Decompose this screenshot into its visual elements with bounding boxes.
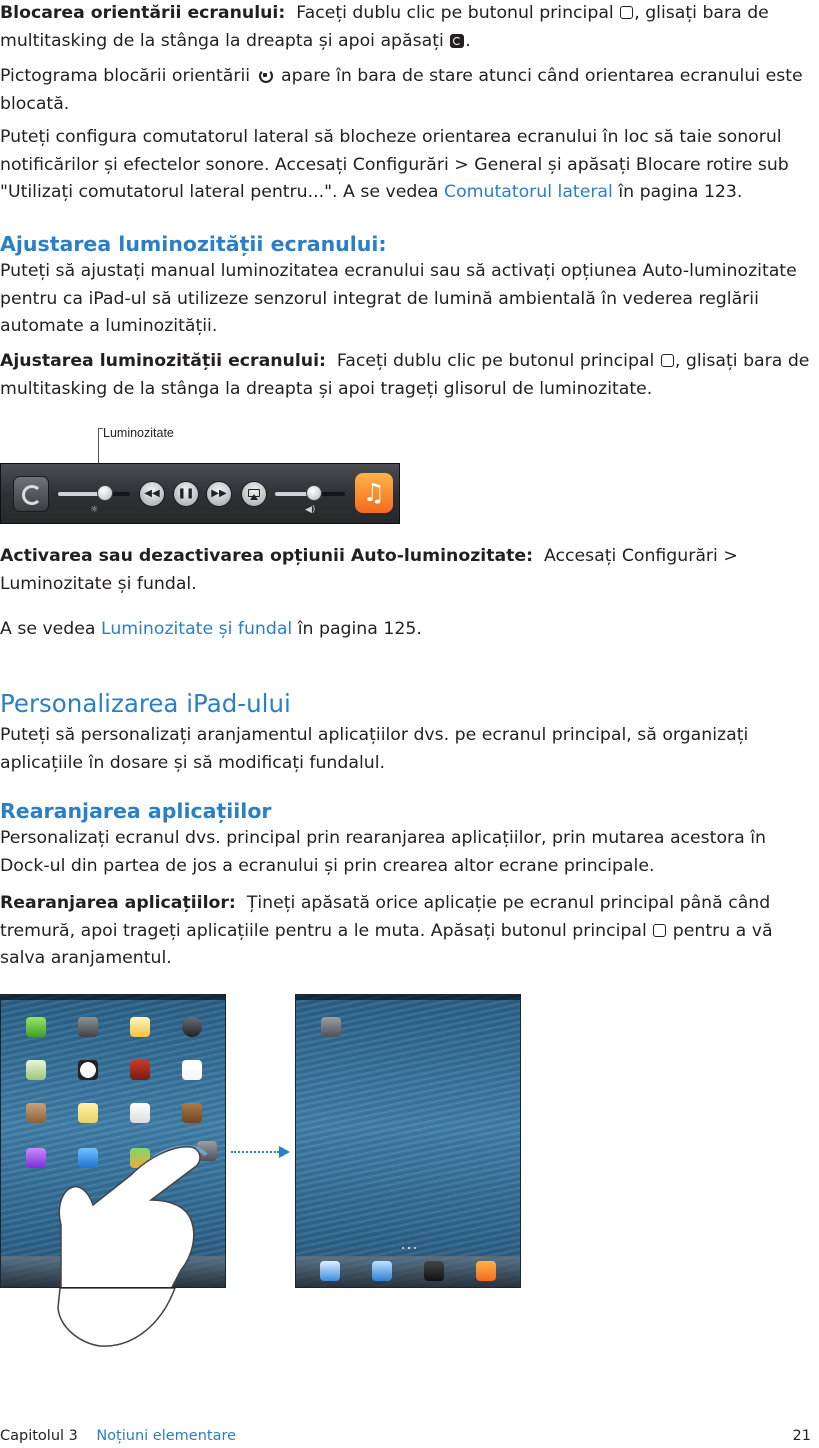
brightness-how-paragraph: Ajustarea luminozității ecranului: Faceți dublu clic pe butonul principal , glisați bara de multitasking de la stânga la dreapta și apoi trageți glisorul de luminozitate. [0,351,810,399]
move-arrow [231,1151,279,1153]
footer-chapter: Capitolul 3 Noțiuni elementare [0,1428,237,1444]
home-button-icon [653,924,666,937]
lock-rotation-button-icon [450,34,464,48]
mail-app-icon[interactable] [372,1261,392,1281]
videos-app-icon[interactable] [424,1261,444,1281]
safari-app-icon[interactable] [320,1261,340,1281]
move-arrow-head [279,1146,290,1158]
callout-line-tick [98,428,103,429]
lock-icon-paragraph: Pictograma blocării orientării apare în bara de stare atunci când orientarea ecranului este blocată. [0,66,803,114]
rotation-lock-button[interactable] [13,476,49,512]
music-app-icon[interactable] [476,1261,496,1281]
home-screen-before [0,994,226,1288]
lock-orientation-label: Blocarea orientării ecranului: [0,3,286,23]
auto-brightness-paragraph: Activarea sau dezactivarea opțiunii Auto-luminozitate: Accesați Configurări > Luminozitate și fundal. [0,546,738,594]
brightness-slider-knob[interactable] [97,485,113,501]
brightness-paragraph: Puteți să ajustați manual luminozitatea ecranului sau să activați opțiunea Auto-luminozitate pentru ca iPad-ul să utilizeze senzorul integrat de lumină ambientală în vederea reglării automate a luminozității. [0,261,797,336]
side-switch-paragraph: Puteți configura comutatorul lateral să blocheze orientarea ecranului în loc să taie sonorul notificărilor și efectelor sonore. Accesați Configurări > General și apăsați Blocare rotire sub "Utilizați comutatorul lateral pentru...". A se vedea Comutatorul lateral în pagina 123. [0,127,789,202]
settings-app-icon[interactable] [321,1017,341,1037]
speaker-icon: ◀) [305,505,316,515]
page-indicator-dot [414,1247,416,1249]
brightness-see-paragraph: A se vedea Luminozitate și fundal în pagina 125. [0,619,422,639]
home-screen-after [295,994,521,1288]
personalize-heading: Personalizarea iPad-ului [0,689,291,718]
hand-wrist-illustration [0,1288,226,1428]
page-number: 21 [792,1428,811,1444]
dock [296,1256,520,1287]
home-button-icon [620,6,633,19]
volume-slider-knob[interactable] [306,485,322,501]
multitasking-control-bar [0,463,400,524]
rearrange-paragraph: Personalizați ecranul dvs. principal prin rearanjarea aplicațiilor, prin mutarea acestora în Dock-ul din partea de jos a ecranului și prin crearea altor ecrane principale. [0,828,766,876]
footer-section-link[interactable]: Noțiuni elementare [96,1428,237,1444]
sun-icon: ☼ [90,505,99,515]
brightness-callout: Luminozitate [103,426,174,440]
music-app-icon[interactable]: ♫ [355,473,393,513]
side-switch-link[interactable]: Comutatorul lateral [444,182,613,202]
rearrange-how-paragraph: Rearanjarea aplicațiilor: Țineți apăsată orice aplicație pe ecranul principal până când tremură, apoi trageți aplicațiile pentru a le muta. Apăsați butonul principal pentru a vă salva aranjamentul. [0,893,773,968]
page-indicator-dot [408,1247,410,1249]
rearrange-heading: Rearanjarea aplicațiilor [0,799,272,823]
airplay-button[interactable] [241,481,267,507]
lock-orientation-paragraph: Blocarea orientării ecranului: Faceți dublu clic pe butonul principal , glisați bara de multitasking de la stânga la dreapta și apoi apăsați . [0,3,769,51]
brightness-heading: Ajustarea luminozității ecranului: [0,232,387,256]
brightness-wallpaper-link[interactable]: Luminozitate și fundal [101,619,293,639]
personalize-paragraph: Puteți să personalizați aranjamentul aplicațiilor dvs. pe ecranul principal, să organizați aplicațiile în dosare și să modificați fundalul. [0,725,749,773]
brightness-slider-track[interactable] [58,492,130,496]
hand-gesture-illustration [1,995,226,1288]
orientation-lock-icon [259,69,273,83]
page-indicator-dot [402,1247,404,1249]
pause-button[interactable]: ❚❚ [173,481,199,507]
next-track-button[interactable]: ▶▶ [206,481,232,507]
previous-track-button[interactable]: ◀◀ [139,481,165,507]
home-button-icon [661,354,674,367]
status-bar [296,995,520,1000]
